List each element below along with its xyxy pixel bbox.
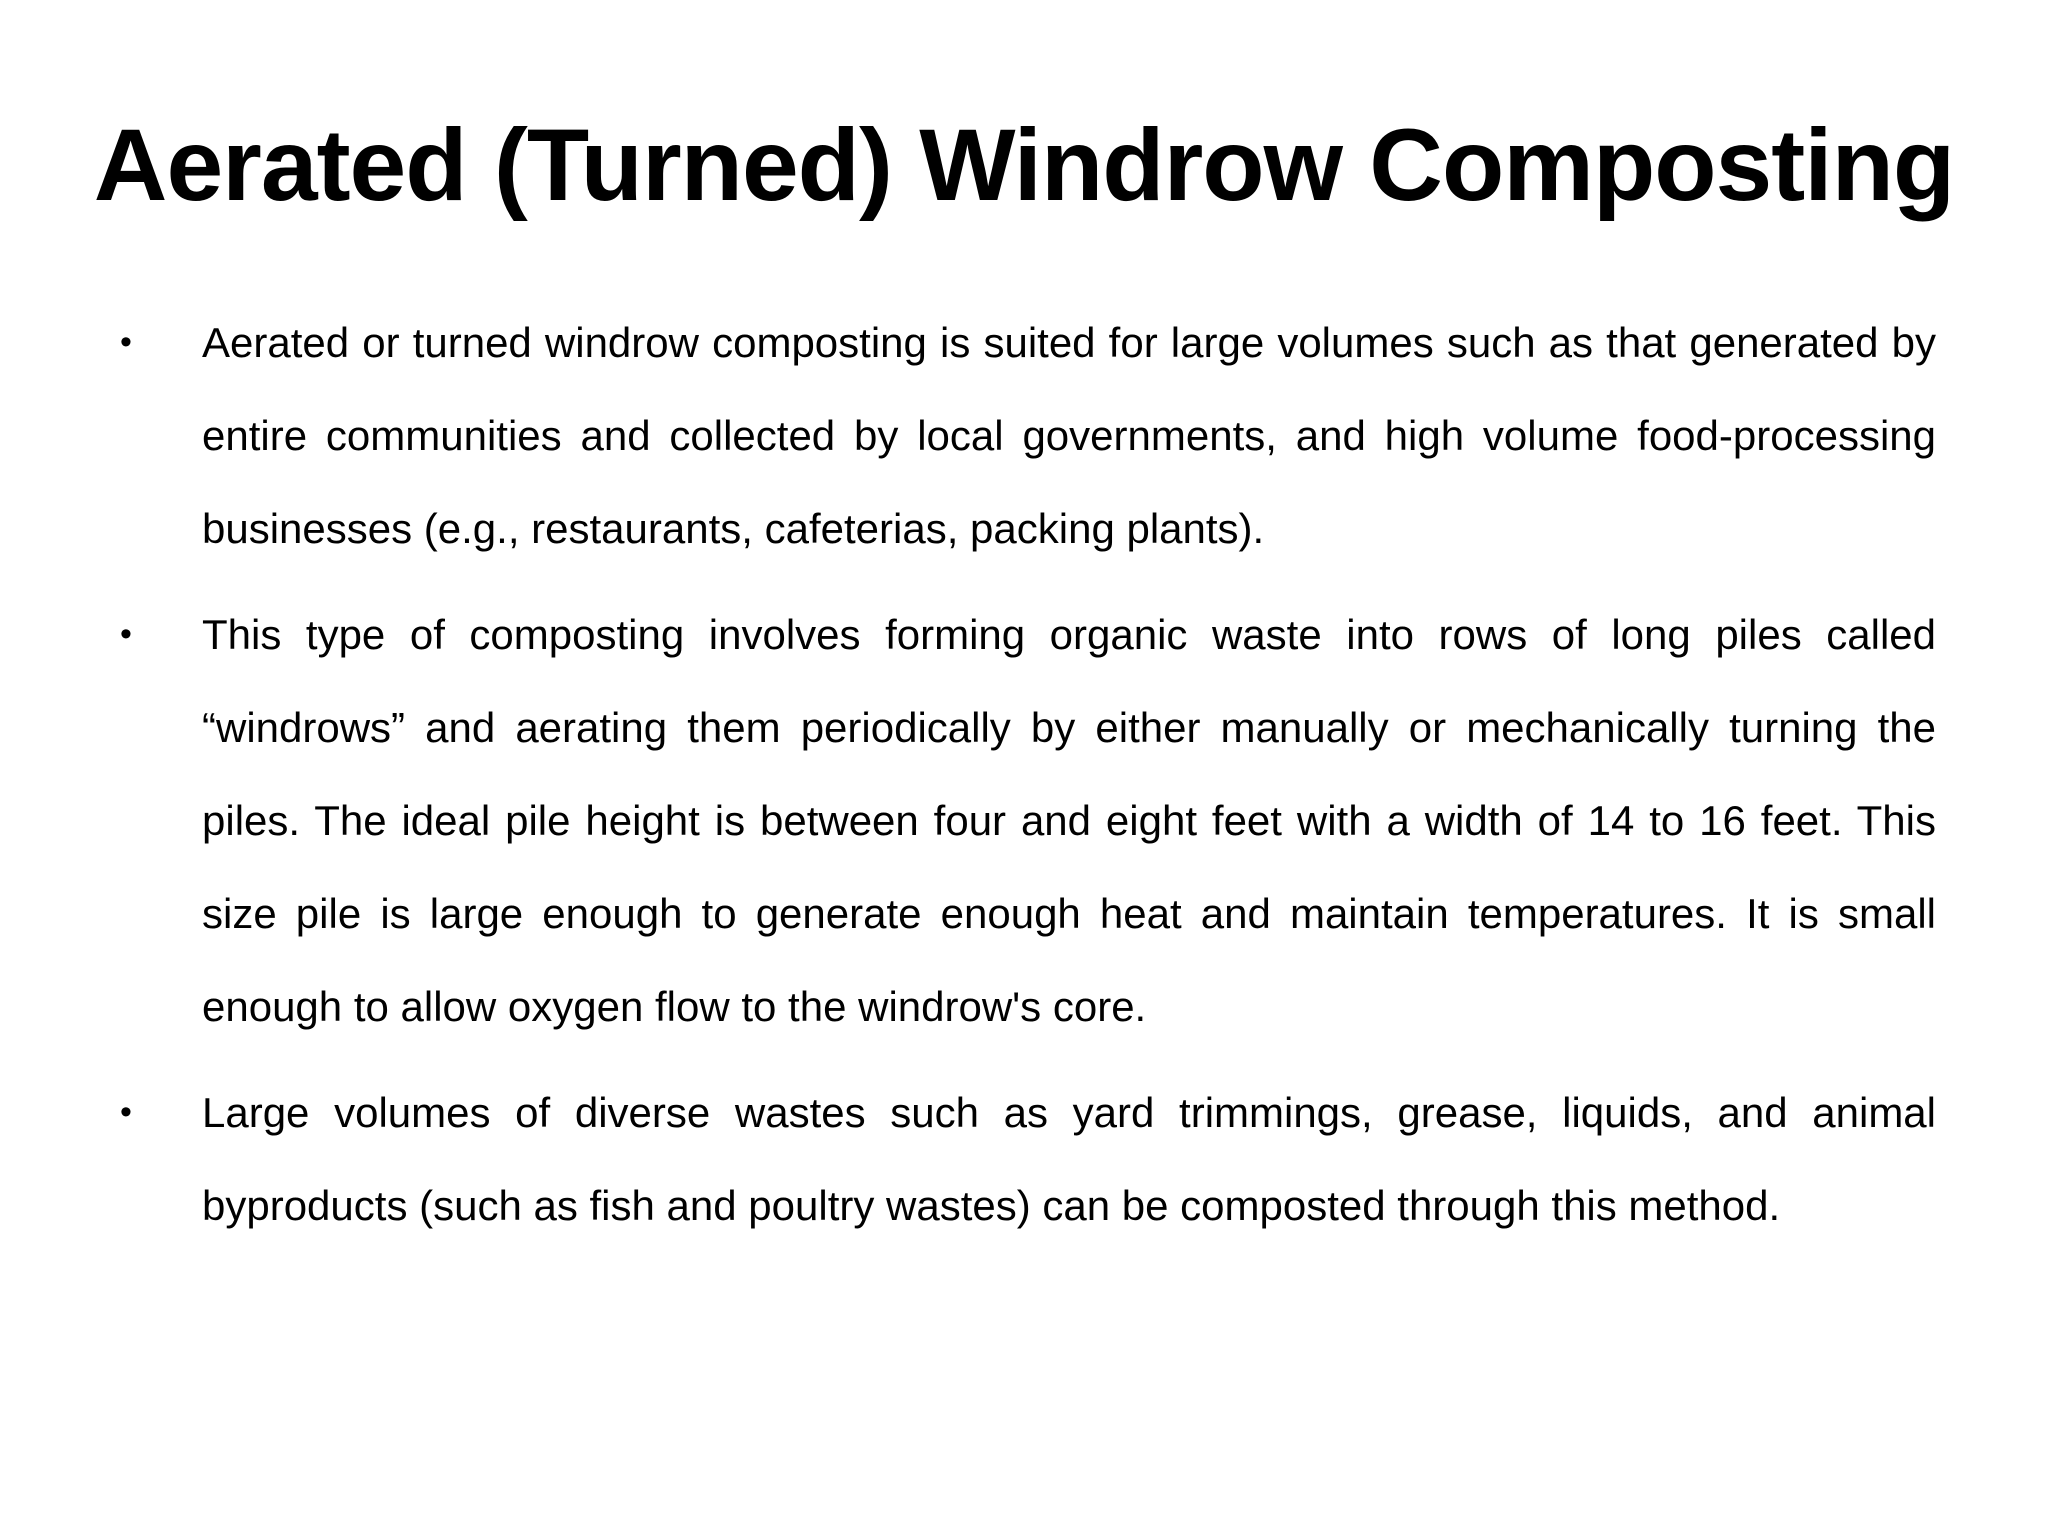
bullet-text: Aerated or turned windrow composting is suited for large volumes such as that generated by entire communities and collected by local governments, and high volume food-processing businesses (e.g., restaurants, cafeterias, packing plants). — [202, 319, 1936, 552]
bullet-item-1 — [0, 296, 2048, 575]
slide-title: Aerated (Turned) Windrow Composting — [93, 108, 1955, 222]
bullet-list — [0, 296, 2048, 1265]
bullet-item-2 — [0, 588, 2048, 1053]
bullet-marker: • — [120, 1093, 132, 1131]
bullet-text: This type of composting involves forming organic waste into rows of long piles called “windrows” and aerating them periodically by either manually or mechanically turning the piles. The ideal pile height is between four and eight feet with a width of 14 to 16 feet. This size pile is large enough to generate enough heat and maintain temperatures. It is small enough to allow oxygen flow to the windrow's core. — [202, 611, 1936, 1030]
bullet-marker: • — [120, 615, 132, 653]
bullet-text: Large volumes of diverse wastes such as yard trimmings, grease, liquids, and animal byproducts (such as fish and poultry wastes) can be composted through this method. — [202, 1089, 1936, 1229]
bullet-marker: • — [120, 323, 132, 361]
bullet-item-3 — [0, 1066, 2048, 1252]
